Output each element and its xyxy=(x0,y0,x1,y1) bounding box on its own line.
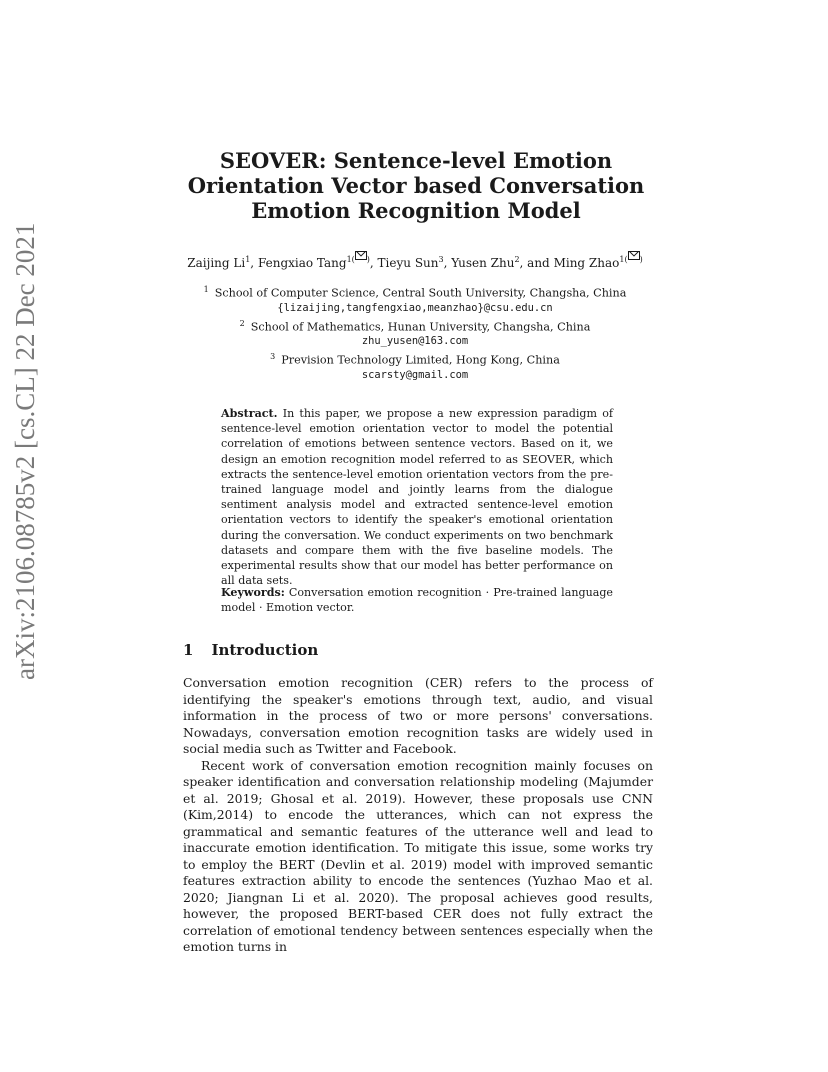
body-text xyxy=(183,675,653,956)
mail-icon xyxy=(628,251,640,260)
author-list: Zaijing Li$^1$, Fengxiao Tang$^{1( )}$, Tieyu Sun$^3$, Yusen Zhu$^2$, and Ming Zhao$^{1( )}$ xyxy=(150,251,680,272)
affiliation-block xyxy=(150,282,680,383)
author-name: Tieyu Sun xyxy=(377,256,439,270)
author-name: Yusen Zhu xyxy=(451,256,515,270)
abstract-text: In this paper, we propose a new expression paradigm of sentence-level emotion orientation vector to model the potential correlation of emotions between sentence vectors. Based on it, we design an emotion recognition model referred to as SEOVER, which extracts the sentence-level emotion orientation vectors from the pre-trained language model and jointly learns from the dialogue sentiment analysis model and extracted sentence-level emotion orientation vectors to identify the speaker's emotional orientation during the conversation. We conduct experiments on two benchmark datasets and compare them with the five baseline models. The experimental results show that our model has better performance on all data sets. xyxy=(221,407,613,588)
paper-title: SEOVER: Sentence-level Emotion Orientation Vector based Conversation Emotion Recognition Model xyxy=(187,148,645,223)
keywords xyxy=(221,585,613,615)
abstract xyxy=(221,406,613,588)
author-affil-marker: 1( xyxy=(619,255,628,264)
mail-icon xyxy=(355,251,367,260)
author-affil-marker: 1( xyxy=(346,255,355,264)
abstract-label: Abstract. xyxy=(221,407,278,420)
author-affil-marker: 3 xyxy=(438,255,444,264)
section-heading xyxy=(183,641,318,659)
author-name: Fengxiao Tang xyxy=(257,256,347,270)
keywords-text: Conversation emotion recognition · Pre-trained language model · Emotion vector. xyxy=(221,586,613,615)
paragraph: Recent work of conversation emotion recognition mainly focuses on speaker identification and conversation relationship modeling (Majumder et al. 2019; Ghosal et al. 2019). However, these proposals use CNN (Kim,2014) to encode the utterances, which can not express the grammatical and semantic features of the utterance well and lead to inaccurate emotion identification. To mitigate this issue, some works try to employ the BERT (Devlin et al. 2019) model with improved semantic features extraction ability to encode the sentences (Yuzhao Mao et al. 2020; Jiangnan Li et al. 2020). The proposal achieves good results, however, the proposed BERT-based CER does not fully extract the correlation of emotional tendency between sentences especially when the emotion turns in xyxy=(183,757,653,954)
affiliation: $^1$ School of Computer Science, Central South University, Changsha, China xyxy=(203,285,627,300)
affiliation-email: {lizaijing,tangfengxiao,meanzhao}@csu.edu.cn xyxy=(277,301,553,314)
author-affil-marker: 1 xyxy=(245,255,251,264)
author-affil-marker: 2 xyxy=(514,255,520,264)
affiliation: $^3$ Prevision Technology Limited, Hong Kong, China xyxy=(270,352,560,368)
affiliation-email: zhu_yusen@163.com xyxy=(361,335,469,348)
author-name: Ming Zhao xyxy=(553,256,620,270)
affiliation: $^2$ School of Mathematics, Hunan University, Changsha, China xyxy=(239,318,591,334)
arxiv-sidebar-stamp: arXiv:2106.08785v2 [cs.CL] 22 Dec 2021 xyxy=(10,222,40,680)
section-number: 1 xyxy=(183,641,194,659)
author-name: Zaijing Li xyxy=(187,256,246,270)
section-title: Introduction xyxy=(211,641,319,659)
keywords-label: Keywords: xyxy=(221,586,285,599)
affiliation-email: scarsty@gmail.com xyxy=(361,369,469,382)
paragraph: Conversation emotion recognition (CER) refers to the process of identifying the speaker's emotions through text, audio, and visual information in the process of two or more persons' conversations. Nowadays, conversation emotion recognition tasks are widely used in social media such as Twitter and Facebook. xyxy=(183,675,653,756)
